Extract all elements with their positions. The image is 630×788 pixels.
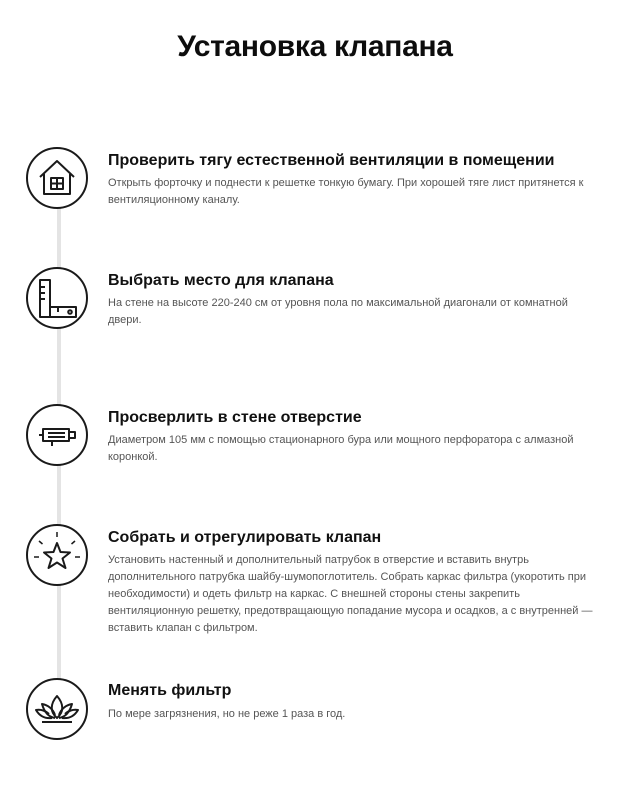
step-description: Открыть форточку и поднести к решетке тонкую бумагу. При хорошей тяге лист притянется к вентиляционному каналу. [108, 177, 584, 206]
lotus-icon [26, 678, 88, 740]
step-title: Менять фильтр [108, 682, 232, 699]
step-title: Выбрать место для клапана [108, 272, 334, 289]
step-description: Диаметром 105 мм с помощью стационарного бура или мощного перфоратора с алмазной коронкой. [108, 434, 574, 463]
step-title: Просверлить в стене отверстие [108, 409, 362, 426]
step-title: Собрать и отрегулировать клапан [108, 529, 382, 546]
step-description: Установить настенный и дополнительный патрубок в отверстие и вставить внутрь дополнительного патрубка шайбу-шумопоглотитель. Собрать каркас фильтра (укоротить при необходимости) и одеть фильтр на каркас. С внешней стороны стены закрепить вентиляционную решетку, предотвращающую попадание мусора и осадков, а с внутренней — вставить клапан с фильтром. [108, 554, 593, 634]
page-title: Установка клапана [177, 30, 453, 63]
ruler-icon [26, 267, 88, 329]
step-description: На стене на высоте 220-240 см от уровня пола по максимальной диагонали от комнатной двери. [108, 297, 568, 326]
step-title: Проверить тягу естественной вентиляции в помещении [108, 152, 555, 169]
drill-icon [26, 404, 88, 466]
house-icon [26, 147, 88, 209]
star-icon [26, 524, 88, 586]
step-description: По мере загрязнения, но не реже 1 раза в год. [108, 708, 346, 720]
